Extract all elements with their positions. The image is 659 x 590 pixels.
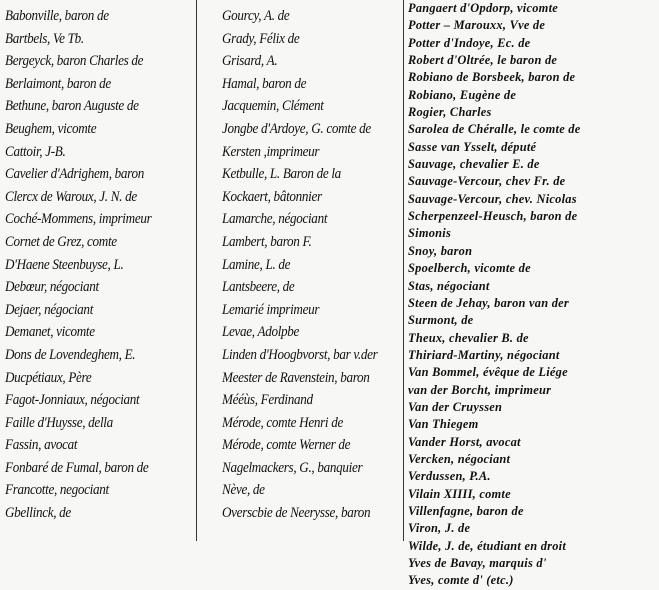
name-entry: Fonbaré de Fumal, baron de: [5, 459, 149, 476]
name-entry: Scherpenzeel-Heusch, baron de: [408, 209, 578, 224]
name-entry: Coché-Mommens, imprimeur: [5, 211, 152, 228]
name-entry: Lamarche, négociant: [222, 211, 328, 228]
name-entry: Sasse van Ysselt, député: [408, 139, 537, 154]
name-entry: Thiriard-Martiny, négociant: [408, 347, 560, 362]
name-entry: Theux, chevalier B. de: [408, 330, 529, 345]
name-entry: Sarolea de Chéralle, le comte de: [408, 122, 581, 137]
name-entry: Robiano de Borsbeek, baron de: [408, 70, 576, 85]
name-entry: Vercken, négociant: [408, 451, 511, 466]
column-divider: [196, 0, 197, 541]
name-entry: Debœur, négociant: [5, 279, 99, 296]
name-entry: Demanet, vicomte: [5, 324, 95, 341]
name-entry: Meester de Ravenstein, baron: [222, 369, 370, 386]
column-divider: [403, 0, 404, 541]
name-entry: Gourcy, A. de: [222, 8, 290, 24]
name-entry: Ducpétiaux, Père: [5, 369, 92, 386]
name-entry: Bartbels, Ve Tb.: [5, 30, 84, 47]
name-entry: Villenfagne, baron de: [408, 503, 524, 518]
name-entry: Grady, Félix de: [222, 30, 300, 47]
name-entry: Potter – Marouxx, Vve de: [408, 18, 546, 33]
name-entry: Gbellinck, de: [5, 505, 71, 522]
name-entry: Nagelmackers, G., banquier: [222, 459, 363, 476]
name-entry: Jongbe d'Ardoye, G. comte de: [222, 120, 371, 137]
name-entry: Yves, comte d' (etc.): [408, 573, 514, 588]
name-entry: Wilde, J. de, étudiant en droit: [408, 538, 567, 553]
name-entry: Bergeyck, baron Charles de: [5, 53, 144, 70]
name-entry: Cavelier d'Adrighem, baron: [5, 166, 144, 183]
name-entry: Surmont, de: [408, 313, 474, 328]
name-entry: Beughem, vicomte: [5, 120, 97, 137]
name-entry: Van Bommel, évêque de Liége: [408, 365, 568, 380]
name-entry: Dons de Lovendeghem, E.: [5, 346, 136, 363]
name-entry: Lemarié imprimeur: [222, 301, 320, 318]
name-entry: Sauvage-Vercour, chev Fr. de: [408, 174, 566, 189]
name-entry: Nève, de: [222, 482, 265, 499]
name-entry: Francotte, negociant: [5, 482, 109, 499]
name-entry: Verdussen, P.A.: [408, 469, 491, 484]
name-entry: Rogier, Charles: [408, 105, 492, 120]
name-entry: Fassin, avocat: [5, 437, 78, 454]
name-entry: Stas, négociant: [408, 278, 490, 293]
name-entry: Sauvage, chevalier E. de: [408, 157, 540, 172]
name-column-1: [5, 0, 193, 525]
name-entry: Potter d'Indoye, Ec. de: [408, 35, 531, 50]
name-entry: Fagot-Jonniaux, négociant: [5, 392, 140, 409]
name-entry: Mérode, comte Werner de: [222, 437, 351, 454]
name-entry: Viron, J. de: [408, 521, 471, 536]
name-entry: Robert d'Oltrée, le baron de: [408, 53, 558, 68]
name-entry: Mééùs, Ferdinand: [222, 392, 313, 409]
name-entry: Steen de Jehay, baron van der: [408, 295, 569, 310]
name-entry: D'Haene Steenbuyse, L.: [5, 256, 124, 273]
name-entry: Mérode, comte Henri de: [222, 414, 343, 431]
name-entry: Babonville, baron de: [5, 8, 109, 24]
name-entry: Kockaert, bâtonnier: [222, 188, 322, 205]
name-entry: Kersten ,imprimeur: [222, 143, 320, 160]
name-entry: Jacquemin, Clément: [222, 98, 324, 115]
name-entry: Grisard, A.: [222, 53, 278, 70]
name-entry: van der Borcht, imprimeur: [408, 382, 552, 397]
name-entry: Hamal, baron de: [222, 75, 307, 92]
name-entry: Spoelberch, vicomte de: [408, 261, 531, 276]
name-entry: Snoy, baron: [408, 243, 473, 258]
name-entry: Clercx de Waroux, J. N. de: [5, 188, 137, 205]
name-entry: Yves de Bavay, marquis d': [408, 556, 547, 570]
name-entry: Ketbulle, L. Baron de la: [222, 166, 341, 183]
name-entry: Simonis: [408, 226, 452, 241]
name-entry: Pangaert d'Opdorp, vicomte: [408, 1, 559, 15]
name-entry: Lambert, baron F.: [222, 233, 312, 250]
name-entry: Overscbie de Neerysse, baron: [222, 505, 371, 522]
name-entry: Vander Horst, avocat: [408, 434, 521, 449]
name-entry: Vilain XIIII, comte: [408, 486, 511, 501]
name-entry: Cattoir, J-B.: [5, 143, 66, 160]
name-entry: Bethune, baron Auguste de: [5, 98, 139, 115]
name-column-2: [222, 0, 404, 525]
name-entry: Lamine, L. de: [222, 256, 291, 273]
name-entry: Berlaimont, baron de: [5, 75, 111, 92]
name-entry: Van Thiegem: [408, 417, 479, 432]
name-entry: Levae, Adolpbe: [222, 324, 300, 341]
name-column-3: [408, 0, 658, 590]
name-entry: Sauvage-Vercour, chev. Nicolas: [408, 191, 577, 206]
name-entry: Faille d'Huysse, della: [5, 414, 113, 431]
name-entry: Linden d'Hoogbvorst, bar v.der: [222, 346, 378, 363]
name-entry: Cornet de Grez, comte: [5, 233, 117, 250]
name-entry: Lantsbeere, de: [222, 279, 295, 296]
name-entry: Van der Cruyssen: [408, 399, 503, 414]
name-entry: Robiano, Eugène de: [408, 87, 517, 102]
name-entry: Dejaer, négociant: [5, 301, 94, 318]
